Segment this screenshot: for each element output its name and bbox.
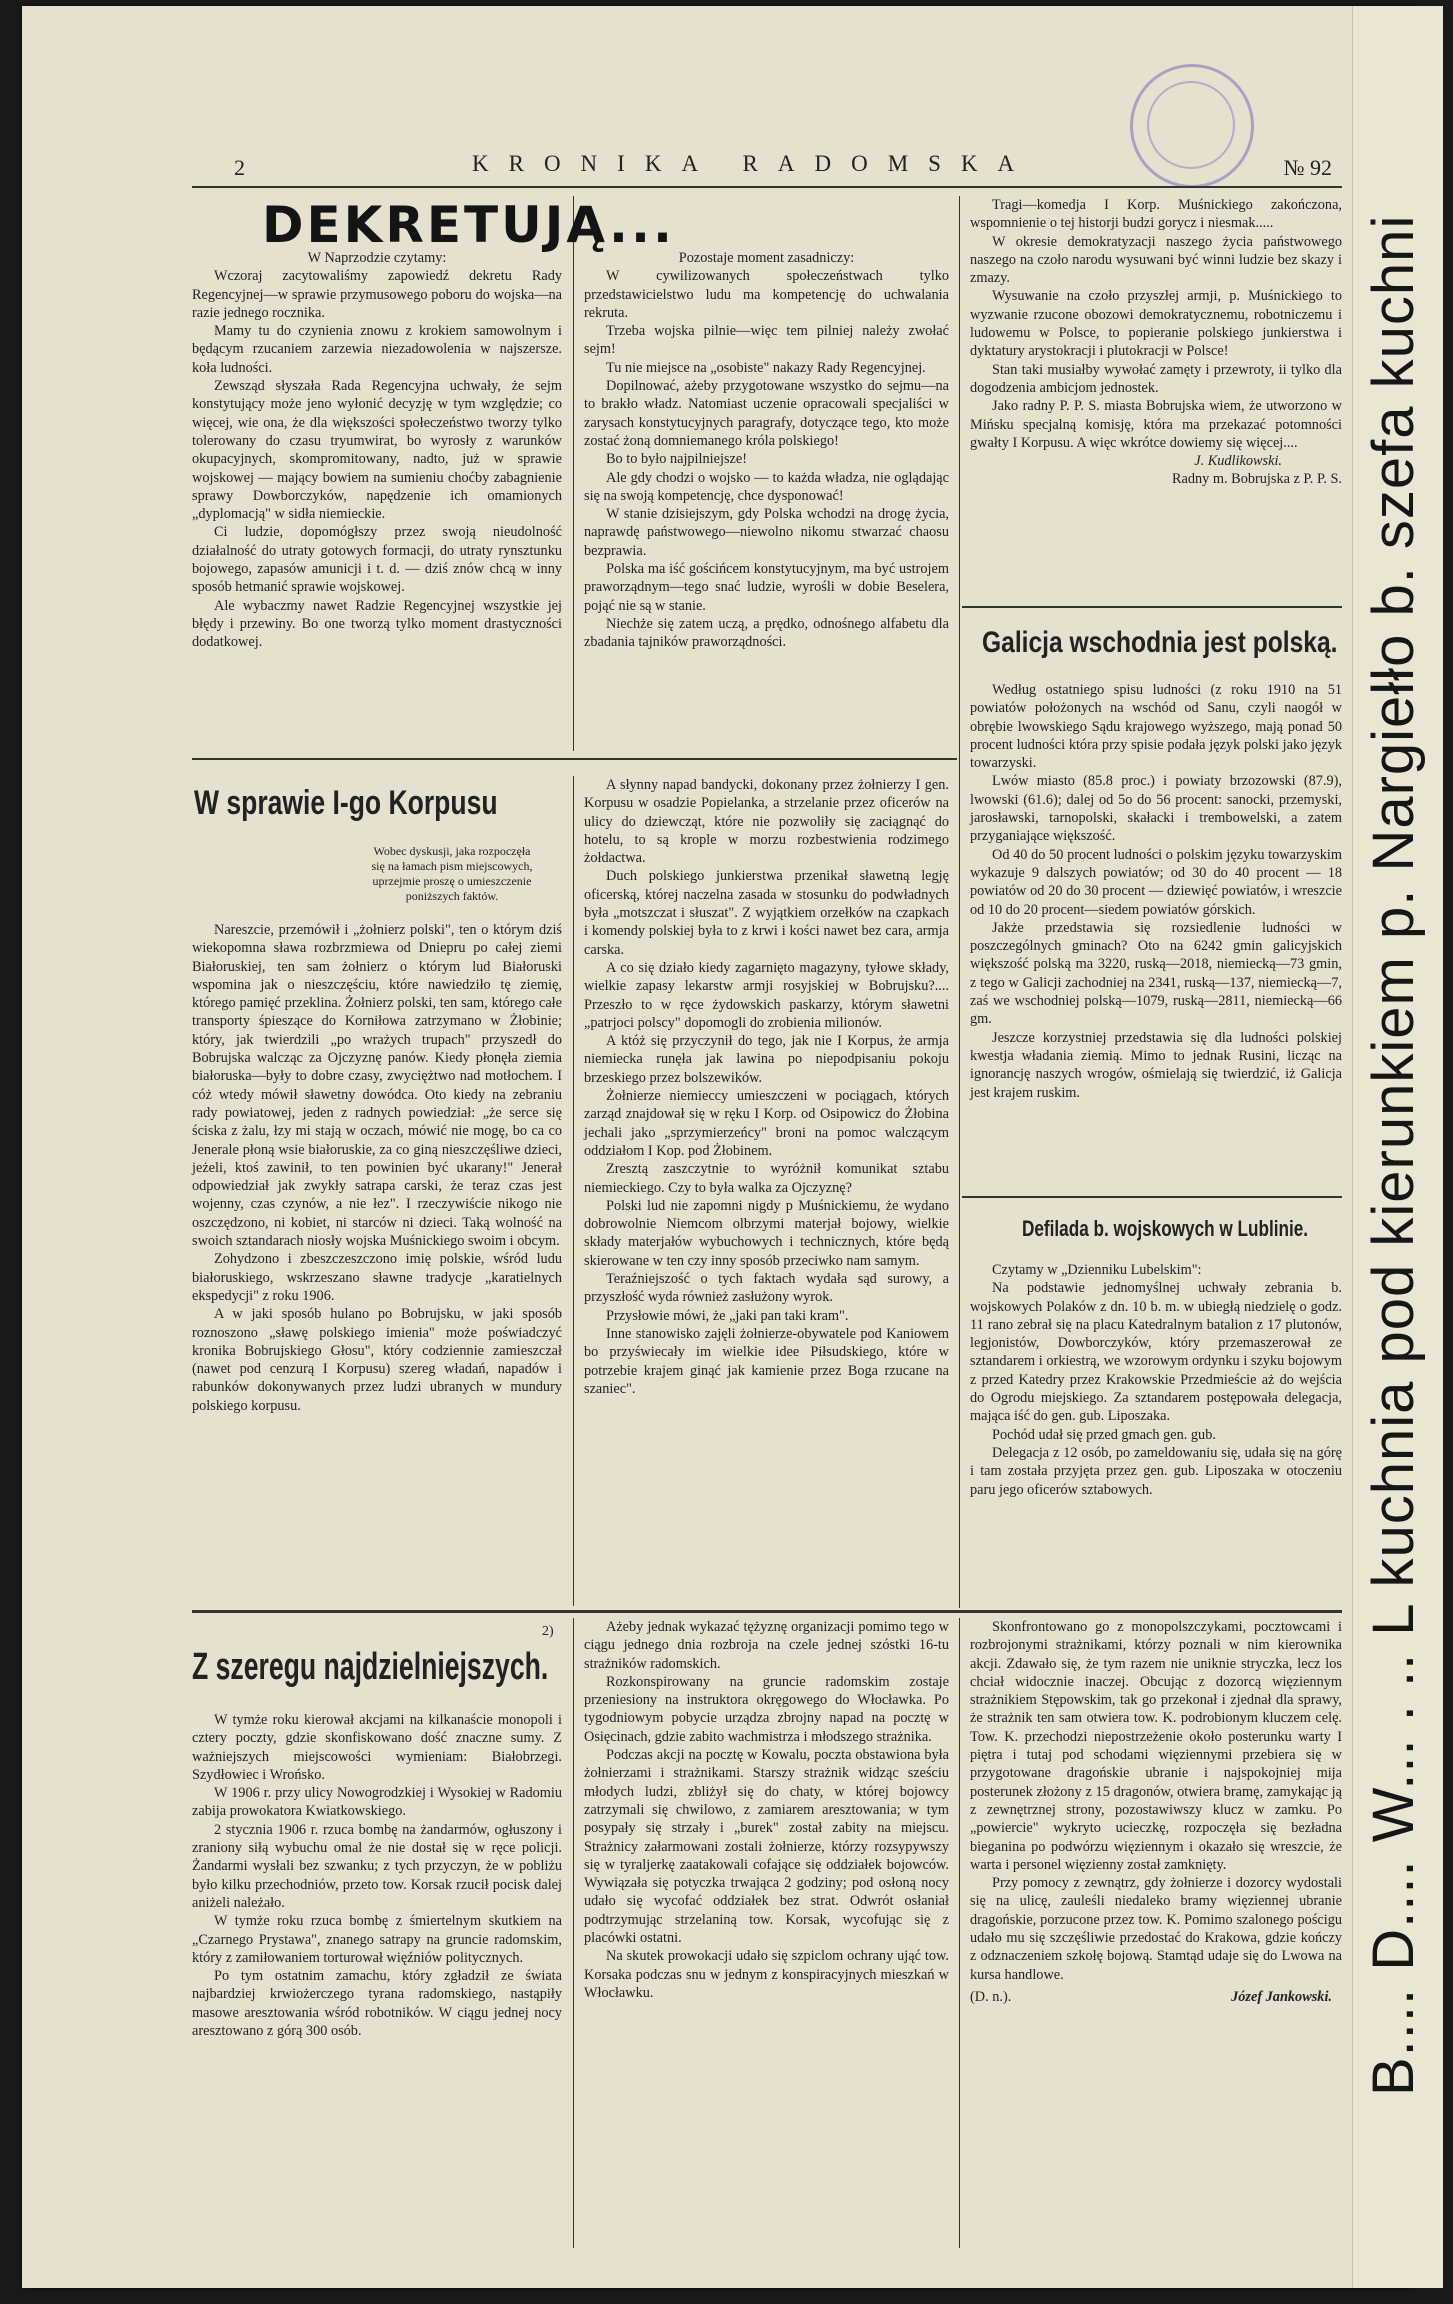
article-paragraph: Podczas akcji na pocztę w Kowalu, poczta obstawiona była żołnierzami i strażnikami. Starszy strażnik widząc sześciu młodych ludzi, zbliżył się do chaty, w której bojowcy zatrzymali się chwilowo, z zamiarem aresztowania; w tym posypały się strzały i „burek" został zabity na miejscu. Strażnicy załarmowani zostali żołnierze, którzy rozsypywszy się w tyraljerkę zaatakowali cofające się oddziałek bojowców. Wywiązała się potyczka trwająca 2 godziny; pod osłoną nocy udało się wycofać oddziałek bez strat. Odwrót osłaniał podtrzymując strzelaniną tow. Korsak, wycofując się z placówki ostatni. [584,1747,949,1947]
defilada-article [970,1261,1342,1499]
article-paragraph: A któż się przyczynił do tego, jak nie I Korpus, że armja niemiecka runęła jak lawina po niepodpisaniu pokoju brzeskiego przez bolszewików. [584,1033,949,1086]
section-marker: 2) [542,1624,554,1639]
article-paragraph: W cywilizowanych społeczeństwach tylko przedstawicielstwo ludu ma kompetencję do uchwalania rekruta. [584,268,949,321]
article-paragraph: Tu nie miejsce na „osobiste" nakazy Rady Regencyjnej. [606,359,926,376]
section-rule [962,606,1342,608]
dekretuja-column-1 [192,249,562,652]
issue-number: № 92 [1283,155,1332,180]
article-paragraph: Skonfrontowano go z monopolszczykami, pocztowcami i rozbrojonymi strażnikami, którzy poznali w nim kierownika akcji. Zdawało się, że tym razem nie uniknie stryczka, lecz los chciał widocznie inaczej. Obcując z dozorcą więziennym strażnikiem Stępowskim, tak go przekonał i zjednał dla sprawy, że strażnik ten sam otwiera tow. K. podrobionym kluczem celę. Tow. K. przechodzi niepostrzeżenie około posterunku warty I piętra i tutaj pod schodami więziennymi przebiera się w przygotowane dragońskie ubranie i najspokojniej mija posterunek złożony z 15 dragonów, otwiera bramę, zamykając ją z zewnętrznej strony, pozostawiwszy klucz w zamku. Po „powiercie" wykryto ucieczkę, rozpoczęła się bezładna bieganina po podwórzu więziennym i okazało się wreszcie, że warta i personel więzienny został zamknięty. [970,1619,1342,1873]
page-number: 2 [234,155,245,180]
dekretuja-headline: DEKRETUJĄ... [262,196,675,254]
editor-note: Wobec dyskusji, jaka rozpoczęła się na łamach pism miejscowych, uprzejmie proszę o umieszczenie poniższych faktów. [371,844,533,903]
article-paragraph: Jeszcze korzystniej przedstawia się dla ludności polskiej kwestja władania ziemią. Mimo to jednak Rusini, licząc na ignorancję naszych wrogów, ośmielają się twierdzić, iż Galicja jest krajem ruskim. [970,1029,1342,1101]
article-paragraph: Żołnierze niemieccy umieszczeni w pociągach, których zarząd znajdował się w ręku I Korp. od Osipowicz do Żłobina jechali jako „sprzymierzeńcy" broni na pomoc walczącym oddziałom I Kop. pod Żłobinem. [584,1088,949,1159]
article-paragraph: Jakże przedstawia się rozsiedlenie ludności w poszczególnych gminach? Oto na 6242 gmin galicyjskich większość polską ma 3220, ruską—2018, niemiecką—73 gmin, z tego w Galicji zachodniej na 2341, ruską—137, niemiecką—7, zaś we wschodniej polską—1079, ruską—2811, niemiecką—66 gm. [970,919,1342,1028]
article-paragraph: 2 stycznia 1906 r. rzuca bombę na żandarmów, ogłuszony i zraniony siłą wybuchu omal że nie dostał się w ręce policji. Żandarmi wysłali bez szwanku; z tych przyczyn, że w pobliżu było kilku przechodniów, przeto tow. Korsak rzucił pocisk dalej aniżeli należało. [192,1821,562,1911]
section-rule [962,1196,1342,1198]
article-paragraph: Pozostaje moment zasadniczy: [678,250,855,266]
szereg-column-1 [192,1711,562,2040]
korpus-column-1 [192,921,562,1415]
article-paragraph: Nareszcie, przemówił i „żołnierz polski", ten o którym dziś wiekopomna sława rozbrzmiewa od Dniepru po całej ziemi Białoruskiej, ten sam żołnierz o którym lud Białoruski wspomina jak o nieszczęściu, które nawiedziło tę ziemię, którego pamięć przeklina. Żołnierz polski, ten sam, którego całe transporty śpieszące do Korniłowa zatrzymano w Żłobinie; który, jak twierdzili „po wrażych trupach" przyszedł do Bobrujska walcząc za Ojczyznę panów. Kiedy płonęła ziemia białoruska—były to dobre czasy, zwyciężtwo nad motłochem. I cóż wtedy mówił sławetny dowódca. Oto kiedy na zebraniu rady powiatowej, jeden z radnych powiedział: „że serce się ściska z żalu, łzy mi stają w oczach, mówić nie mogę, bo ca co Jenerale płoną wsie białoruskie, za co giną nieszczęśliwe dzieci, jeżeli, ktoś zawinił, to ten powinien być ukarany!" Jenerał odpowiedział jak zwykły satrapa carski, że teraz czas jest wojenny, czas czynów, a nie łez". I rzeczywiście nikogo nie oszczędzono, ni kobiet, ni starców ni dzieci. Taką wolność na swoich sztandarach niosły wojska Muśnickiego swoim i obcym. [192,922,562,1250]
dekretuja-column-2 [584,249,949,652]
defilada-headline: Defilada b. wojskowych w Lublinie. [1022,1216,1309,1241]
column-rule [959,1618,960,2248]
szereg-headline: Z szeregu najdzielniejszych. [192,1646,549,1688]
article-paragraph: Czytamy w „Dzienniku Lubelskim": [992,1262,1202,1278]
article-paragraph: Ci ludzie, dopomógłszy przez swoją nieudolność działalność do utraty gotowych formacji, do utraty rynsztunku bojowego, zapasów amunicji i t. d. — dziś znów chcą w inny sposób hetmanić sprawie wojskowej. [192,524,562,596]
article-paragraph: Wysuwanie na czoło przyszłej armji, p. Muśnickiego to wyzwanie rzucone obozowi demokratycznemu, robotniczemu i ludowemu w Polsce, to popieranie polskiego junkierstwa i dyktatury arystokracji i plutokracji w Polsce! [970,288,1342,360]
article-paragraph: Po tym ostatnim zamachu, który zgładził ze świata najbardziej krwiożerczego tyrana radomskiego, nastąpiły masowe aresztowania wśród robotników. W ciągu jednej nocy aresztowano z górą 300 osób. [192,1968,562,2040]
article-paragraph: Delegacja z 12 osób, po zameldowaniu się, udała się na górę i tam została przyjęta przez gen. gub. Liposzaka w otoczeniu paru jego oficerów sztabowych. [970,1444,1342,1498]
column-rule [959,196,960,1608]
column-rule [573,1618,574,2248]
article-paragraph: Bo to było najpilniejsze! [606,451,747,468]
section-rule [192,758,957,760]
galicja-article [970,681,1342,1102]
article-paragraph: Polska ma iść gościńcem konstytucyjnym, ma być ustrojem praworządnym—tego snać ludzie, wyrośli w dobie Beselera, pojąć nie są w stanie. [584,561,949,614]
article-paragraph: Mamy tu do czynienia znowu z krokiem samowolnym i będącym rzucaniem zarzewia niezadowolenia w najszersze. koła ludności. [192,323,562,376]
article-paragraph: Rozkonspirowany na gruncie radomskim zostaje przeniesiony na instruktora okręgowego do Włocławka. Po tygodniowym pobycie urządza zbrojny napad na pocztę w Osięcinach, gdzie zabito wachmistrza i młodszego strażnika. [584,1673,949,1745]
article-paragraph: W tymże roku kierował akcjami na kilkanaście monopoli i cztery poczty, gdzie skonfiskowano dość znaczne sumy. Z ważniejszych miejscowości wymieniam: Białobrzegi. Szydłowiec i Wrońsko. [192,1712,562,1783]
masthead-title: KRONIKA RADOMSKA [472,151,1035,176]
article-paragraph: Jako radny P. P. S. miasta Bobrujska wiem, że utworzono w Mińsku specjalną komisję, która ma przekazać potomności gwałty I Korpusu. A więc wkrótce dowiemy się więcej.... [970,398,1342,451]
article-paragraph: Dopilnować, ażeby przygotowane wszystko do sejmu—na to brakło władz. Natomiast uczenie opracowali specjaliści w zarysach konstytucyjnych paragrafy, dotyczące tego, kto może zostać żoną domniemanego króla polskiego! [584,378,949,449]
galicja-headline: Galicja wschodnia jest polską. [982,626,1338,659]
article-paragraph: Zresztą zaszczytnie to wyróżnił komunikat sztabu niemieckiego. Czy to była walka za Ojczyznę? [584,1161,949,1196]
newspaper-page [22,6,1426,2288]
article-paragraph: Inne stanowisko zajęli żołnierze-obywatele pod Kaniowem bo przyświecały im wielkie idee Piłsudskiego, które w potrzebie krajem ginąć jak kamienie przez Boga rzucane na szaniec". [584,1325,949,1397]
article-paragraph: A słynny napad bandycki, dokonany przez żołnierzy I gen. Korpusu w osadzie Popielanka, a strzelanie przez oficerów na ulicy do dziewcząt, które nie pozwoliły się zaciągnąć do hotelu, to są krople w morzu rozbestwienia rodzimego żołdactwa. [584,777,949,867]
article-paragraph: Duch polskiego junkierstwa przenikał sławetną legję oficerską, której naczelna zasada w stosunku do podwładnych była „motszczat i słuszat". Z wyjątkiem orzełków na czapkach i komendy polskiej była to z krwi i kości nawet bez cara, armja carska. [584,868,949,958]
article-paragraph: Polski lud nie zapomni nigdy p Muśnickiemu, że wydano dobrowolnie Niemcom olbrzymi materjał bojowy, wielkie składy materjałów wybuchowych i technicznych, które będą skierowane w ten czy inny sposób przeciwko nam samym. [584,1197,949,1269]
article-paragraph: Ażeby jednak wykazać tężyznę organizacji pomimo tego w ciągu jednego dnia rozbroja na czele jednej szóstki 16-tu strażników radomskich. [584,1619,949,1672]
article-paragraph: W tymże roku rzuca bombę z śmiertelnym skutkiem na „Czarnego Prystawa", znanego satrapy na gruncie radomskim, który z zamiłowaniem torturował więźniów politycznych. [192,1913,562,1966]
article-paragraph: W stanie dzisiejszym, gdy Polska wchodzi na drogę życia, naprawdę państwowego—niewolno nikomu stwarzać chaosu bezprawia. [584,506,949,559]
article-paragraph: Tragi—komedja I Korp. Muśnickiego zakończona, wspomnienie o tej historji budzi gorycz i niesmak..... [970,197,1342,232]
article-paragraph: Na skutek prowokacji udało się szpiclom ochrany ująć tow. Korsaka podczas snu w jednym z konspiracyjnych mieszkań w Włocławku. [584,1948,949,2001]
article-paragraph: A w jaki sposób hulano po Bobrujsku, w jaki sposób roznoszono „sławę polskiego imienia" może poświadczyć kronika Bobrujskiego Głosu", który codziennie zamieszczał (nawet pod cenzurą I Korpusu) szereg władań, napadów i rabunków dokonywanych przez ludzi ubranych w mundury polskiego korpusu. [192,1306,562,1414]
article-paragraph: Teraźniejszość o tych faktach wydała sąd surowy, a przyszłość wyda również zasłużony wyrok. [584,1271,949,1306]
article-paragraph: Lwów miasto (85.8 proc.) i powiaty brzozowski (87.9), lwowski (61.6); dalej od 5o do 56 procent: sanocki, przemyski, jarosławski, tarnopolski, skałacki i trembowelski, a zatem przyganiające większość. [970,773,1342,845]
article-paragraph: A co się działo kiedy zagarnięto magazyny, tyłowe składy, wielkie zapasy lekarstw armji rosyjskiej w Bobrujsku?.... Przeszło to w ręce żydowskich paskarzy, którym sławetni „patrjoci polscy" dopomogli do zrobienia milionów. [584,959,949,1031]
article-paragraph: Zohydzono i zbeszczeszczono imię polskie, wśród ludu białoruskiego, wskrzeszano sławne tradycje „karatielnych ekspedycji" z roku 1906. [192,1251,562,1304]
header-rule [192,186,1342,188]
article-paragraph: Ale wybaczmy nawet Radzie Regencyjnej wszystkie jej błędy i przewiny. Bo one tworzą tylko moment drastyczności dodatkowej. [192,597,562,651]
article-paragraph: Trzeba wojska pilnie—więc tem pilniej należy zwołać sejm! [584,323,949,358]
column-rule [573,196,574,751]
signature: J. Kudlikowski. [1194,453,1282,470]
signature-title: Radny m. Bobrujska z P. P. S. [1172,471,1342,488]
continued-note: (D. n.). [970,1988,1012,2005]
adjacent-page-text: B.... D.... W... . .. L kuchnia pod kierunkiem p. Nargiełło b. szefa kuchni [1361,214,1426,2096]
szereg-column-2 [584,1618,949,2002]
article-paragraph: W Naprzodzie czytamy: [307,250,447,266]
column-rule [573,776,574,1606]
article-paragraph: Zewsząd słyszała Rada Regencyjna uchwały, że sejm konstytujący może jeno wyłonić decyzję w tym względzie; co więcej, wie ona, że dla większości społeczeństwo tworzy tylko tolerowany do czasu tryumwirat, bo wyrosły z warunków okupacyjnych, skompromitowany, nadto, już w sprawie wojskowej — mający bowiem na sumieniu choćby zabagnienie sprawy Dowborczyków, napędzenie ich omamionych „dyplomacją" w sidła niemieckie. [192,378,562,523]
szereg-column-3 [970,1618,1342,2010]
section-rule [192,1610,1342,1613]
article-paragraph: Niechże się zatem uczą, a prędko, odnośnego alfabetu dla zbadania tajników praworządności. [584,615,949,651]
article-paragraph: Przy pomocy z zewnątrz, gdy żołnierze i dozorcy wydostali się na ulicę, zauleśli niedaleko bramy więziennej ubranie dragońskie, porzucone przez tow. K. Pomimo szalonego pościgu udało mu się szczęśliwie przedostać do Krakowa, gdzie kończy z odznaczeniem szkołę bojową. Stamtąd udaje się do Lwowa na kursa handlowe. [970,1875,1342,1983]
article-paragraph: Przysłowie mówi, że „jaki pan taki kram". [606,1307,849,1324]
author-signature: Józef Jankowski. [1231,1988,1332,2005]
article-paragraph: Na podstawie jednomyślnej uchwały zebrania b. wojskowych Polaków z dn. 10 b. m. w ubiegłą niedzielę o godz. 11 rano zebrał się na placu Katedralnym batalion z 17 plutonów, legjonistów, Dowborczyków, który przemaszerował ze sztandarem i orkiestrą, we wzorowym ordynku i szyku bojowym z przed Katedry przez Krakowskie Przedmieście aż do wejścia do Ogrodu miejskiego. Za sztandarem postępowała delegacja, mająca iść do gen. gub. Liposzaka. [970,1280,1342,1425]
article-paragraph: Pochód udał się przed gmach gen. gub. [992,1426,1216,1443]
article-paragraph: W 1906 r. przy ulicy Nowogrodzkiej i Wysokiej w Radomiu zabija prowokatora Kwiatkowskiego. [192,1785,562,1820]
article-paragraph: Ale gdy chodzi o wojsko — to każda władza, nie oglądając się na swoją kompetencję, chce dysponować! [584,469,949,504]
korpus-headline: W sprawie I-go Korpusu [194,784,498,822]
article-paragraph: Stan taki musiałby wywołać zamęty i przewroty, ii tylko dla dogodzenia ambicjom jednostek. [970,361,1342,396]
article-paragraph: Od 40 do 50 procent ludności o polskim języku towarzyskim wykazuje 9 dalszych powiatów; od 30 do 40 procent — 18 powiatów od 20 do 30 procent — dziewięć powiatów, i wreszcie od 10 do 20 procent—siedem powiatów górskich. [970,846,1342,918]
kudlikowski-letter [970,196,1342,489]
article-paragraph: Wczoraj zacytowaliśmy zapowiedź dekretu Rady Regencyjnej—w sprawie przymusowego poboru do wojska—na razie jednego rocznika. [192,268,562,321]
page-header [192,151,1342,185]
article-paragraph: Według ostatniego spisu ludności (z roku 1910 na 51 powiatów położonych na wschód od Sanu, czyli naogół w obrębie lwowskiego Sądu krajowego wyższego, mają ponad 50 procent ludności która przy spisie podała język polski jako język towarzyski. [970,682,1342,772]
korpus-column-2 [584,776,949,1398]
article-paragraph: W okresie demokratyzacji naszego życia państwowego naszego na czoło narodu wysuwani być winni ludzie bez skazy i zmazy. [970,233,1342,287]
